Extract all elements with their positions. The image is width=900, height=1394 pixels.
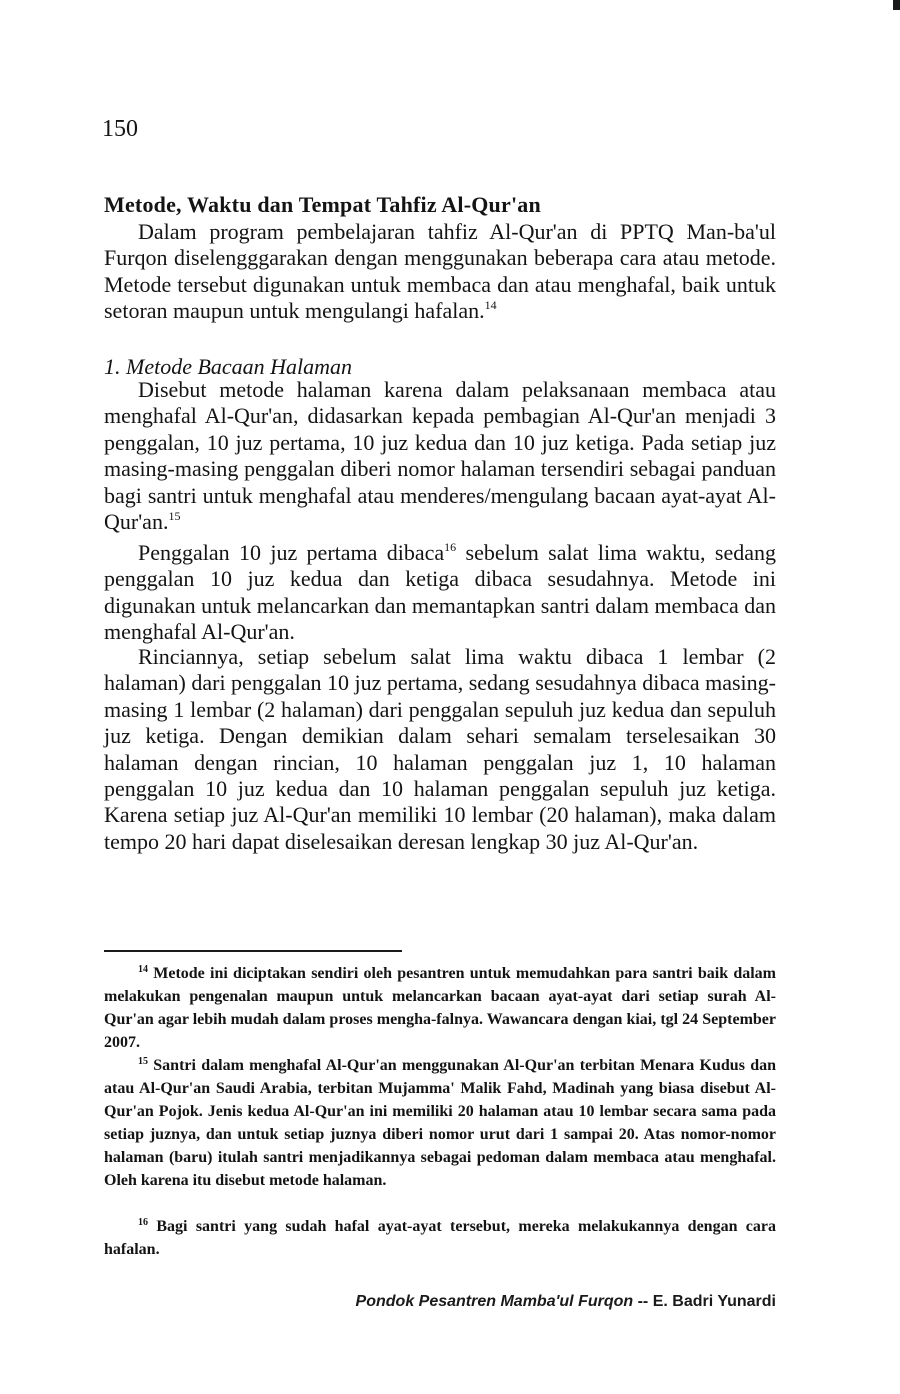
footnote-text: Santri dalam menghafal Al-Qur'an menggunakan Al-Qur'an terbitan Menara Kudus dan atau Al-Qur'an Saudi Arabia, terbitan Mujamma' Malik Fahd, Madinah yang biasa disebut Al-Qur'an Pojok. Jenis kedua Al-Qur'an ini memiliki 20 halaman atau 10 lembar secara sama pada setiap juznya, dan untuk setiap juznya diberi nomor urut dari 1 sampai 20. Atas nomor-nomor halaman (baru) itulah santri menjadikannya sebagai pedoman dalam membaca atau menghafal. Oleh karena itu disebut metode halaman. — [104, 1057, 777, 1189]
footnote-divider — [104, 950, 402, 952]
footer-separator: -- — [633, 1293, 653, 1310]
footnote-number: 15 — [138, 1056, 148, 1067]
footer-author: E. Badri Yunardi — [652, 1293, 776, 1310]
subsection-heading: 1. Metode Bacaan Halaman — [104, 354, 353, 379]
footer-book-title: Pondok Pesantren Mamba'ul Furqon — [355, 1293, 634, 1310]
footnote-ref-14: 14 — [484, 298, 497, 313]
paragraph-2-text-after: sebelum salat lima waktu, sedang penggalan 10 juz kedua dan ketiga dibaca sesudahnya. Metode ini digunakan untuk melancarkan dan memantapkan santri dalam membaca dan menghafal Al-Qur'an. — [104, 540, 776, 645]
footnote-ref-15: 15 — [168, 509, 181, 524]
paragraph-2-text-before: Penggalan 10 juz pertama dibaca — [138, 540, 445, 565]
running-footer — [356, 1293, 776, 1311]
paragraph-2 — [104, 540, 776, 646]
section-heading: Metode, Waktu dan Tempat Tahfiz Al-Qur'an — [104, 192, 541, 217]
footnote-ref-16: 16 — [444, 540, 457, 554]
intro-paragraph — [104, 219, 776, 325]
paragraph-1-text: Disebut metode halaman karena dalam pelaksanaan membaca atau menghafal Al-Qur'an, didasarkan kepada pembagian Al-Qur'an menjadi 3 penggalan, 10 juz pertama, 10 juz kedua dan 10 juz ketiga. Pada setiap juz masing-masing penggalan diberi nomor halaman tersendiri sebagai panduan bagi santri untuk menghafal atau menderes/mengulang bacaan ayat-ayat Al-Qur'an. — [104, 377, 776, 535]
footnote-16 — [104, 1215, 776, 1261]
page-number: 150 — [102, 116, 138, 142]
footnote-14 — [104, 962, 776, 1054]
footnote-number: 16 — [138, 1217, 148, 1228]
page-edge-mark — [893, 0, 900, 10]
footnote-number: 14 — [138, 964, 148, 975]
footnote-text: Metode ini diciptakan sendiri oleh pesantren untuk memudahkan para santri baik dalam melakukan pengenalan maupun untuk melancarkan bacaan ayat-ayat dari setiap surah Al-Qur'an agar lebih mudah dalam proses mengha-falnya. Wawancara dengan kiai, tgl 24 September 2007. — [104, 965, 777, 1051]
paragraph-3: Rinciannya, setiap sebelum salat lima waktu dibaca 1 lembar (2 halaman) dari penggalan 10 juz pertama, sedang sesudahnya dibaca masing-masing 1 lembar (2 halaman) dari penggalan sepuluh juz kedua dan sepuluh juz ketiga. Dengan demikian dalam sehari semalam terselesaikan 30 halaman dengan rincian, 10 halaman penggalan juz 1, 10 halaman penggalan 10 juz kedua dan 10 halaman penggalan sepuluh juz ketiga. Karena setiap juz Al-Qur'an memiliki 10 lembar (20 halaman), maka dalam tempo 20 hari dapat diselesaikan deresan lengkap 30 juz Al-Qur'an. — [104, 644, 776, 854]
footnote-15 — [104, 1054, 776, 1192]
intro-text: Dalam program pembelajaran tahfiz Al-Qur'an di PPTQ Man-ba'ul Furqon diselengggarakan dengan menggunakan beberapa cara atau metode. Metode tersebut digunakan untuk membaca dan atau menghafal, baik untuk setoran maupun untuk mengulangi hafalan. — [104, 219, 776, 324]
footnote-text: Bagi santri yang sudah hafal ayat-ayat tersebut, mereka melakukannya dengan cara hafalan. — [104, 1218, 777, 1258]
paragraph-1 — [104, 377, 776, 535]
